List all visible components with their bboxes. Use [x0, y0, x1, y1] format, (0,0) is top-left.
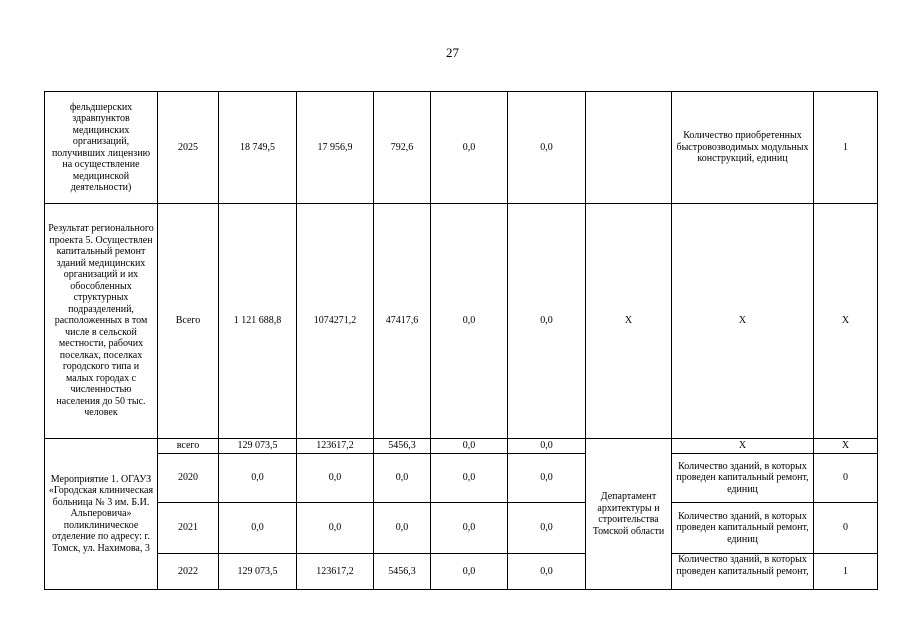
other-cell: 0,0: [508, 503, 586, 554]
year-cell: 2021: [158, 503, 219, 554]
table-row: [45, 503, 878, 554]
indicator-cell: X: [672, 439, 814, 454]
table-row: [45, 554, 878, 590]
indicator-value-cell: 1: [814, 92, 878, 204]
total-cell: 18 749,5: [219, 92, 297, 204]
total-cell: 1 121 688,8: [219, 204, 297, 439]
year-cell: 2025: [158, 92, 219, 204]
regional-cell: 792,6: [374, 92, 431, 204]
local-cell: 0,0: [431, 454, 508, 503]
total-cell: 0,0: [219, 503, 297, 554]
executor-cell: Департамент архитектуры и строительства Томской области: [586, 439, 672, 590]
indicator-cell: Количество зданий, в которых проведен капитальный ремонт, единиц: [672, 454, 814, 503]
other-cell: 0,0: [508, 454, 586, 503]
local-cell: 0,0: [431, 204, 508, 439]
page-number: 27: [446, 45, 459, 60]
indicator-cell: Количество приобретенных быстровозводимых модульных конструкций, единиц: [672, 92, 814, 204]
table-row: [45, 204, 878, 439]
regional-cell: 47417,6: [374, 204, 431, 439]
year-cell: 2022: [158, 554, 219, 590]
year-cell: 2020: [158, 454, 219, 503]
federal-cell: 0,0: [297, 503, 374, 554]
table-row: [45, 439, 878, 454]
year-cell: всего: [158, 439, 219, 454]
indicator-value-cell: X: [814, 204, 878, 439]
indicator-cell: X: [672, 204, 814, 439]
federal-cell: 0,0: [297, 454, 374, 503]
indicator-value-cell: X: [814, 439, 878, 454]
total-cell: 0,0: [219, 454, 297, 503]
row-name-cell: Результат регионального проекта 5. Осуществлен капитальный ремонт зданий медицинских организаций и их обособленных структурных подразделений, расположенных в том числе в сельской местности, рабочих поселках, поселках городского типа и малых городах с численностью населения до 50 тыс. человек: [45, 204, 158, 439]
other-cell: 0,0: [508, 439, 586, 454]
other-cell: 0,0: [508, 554, 586, 590]
budget-table: [44, 91, 878, 590]
local-cell: 0,0: [431, 554, 508, 590]
indicator-value-cell: 0: [814, 503, 878, 554]
table-row: [45, 92, 878, 204]
table-row: [45, 454, 878, 503]
federal-cell: 123617,2: [297, 439, 374, 454]
indicator-cell: Количество зданий, в которых проведен капитальный ремонт, единиц: [672, 503, 814, 554]
federal-cell: 123617,2: [297, 554, 374, 590]
executor-cell: [586, 92, 672, 204]
local-cell: 0,0: [431, 92, 508, 204]
indicator-value-cell: 0: [814, 454, 878, 503]
year-cell: Всего: [158, 204, 219, 439]
event-name-cell: Мероприятие 1. ОГАУЗ «Городская клиническая больница № 3 им. Б.И. Альперовича» поликлиническое отделение по адресу: г. Томск, ул. Нахимова, 3: [45, 439, 158, 590]
federal-cell: 17 956,9: [297, 92, 374, 204]
indicator-value-cell: 1: [814, 554, 878, 590]
local-cell: 0,0: [431, 439, 508, 454]
row-name-cell: фельдшерских здравпунктов медицинских организаций, получивших лицензию на осуществление медицинской деятельности): [45, 92, 158, 204]
regional-cell: 5456,3: [374, 554, 431, 590]
indicator-cell: Количество зданий, в которых проведен капитальный ремонт,: [672, 554, 814, 590]
executor-cell: X: [586, 204, 672, 439]
other-cell: 0,0: [508, 204, 586, 439]
other-cell: 0,0: [508, 92, 586, 204]
regional-cell: 0,0: [374, 454, 431, 503]
regional-cell: 0,0: [374, 503, 431, 554]
local-cell: 0,0: [431, 503, 508, 554]
federal-cell: 1074271,2: [297, 204, 374, 439]
total-cell: 129 073,5: [219, 439, 297, 454]
regional-cell: 5456,3: [374, 439, 431, 454]
total-cell: 129 073,5: [219, 554, 297, 590]
